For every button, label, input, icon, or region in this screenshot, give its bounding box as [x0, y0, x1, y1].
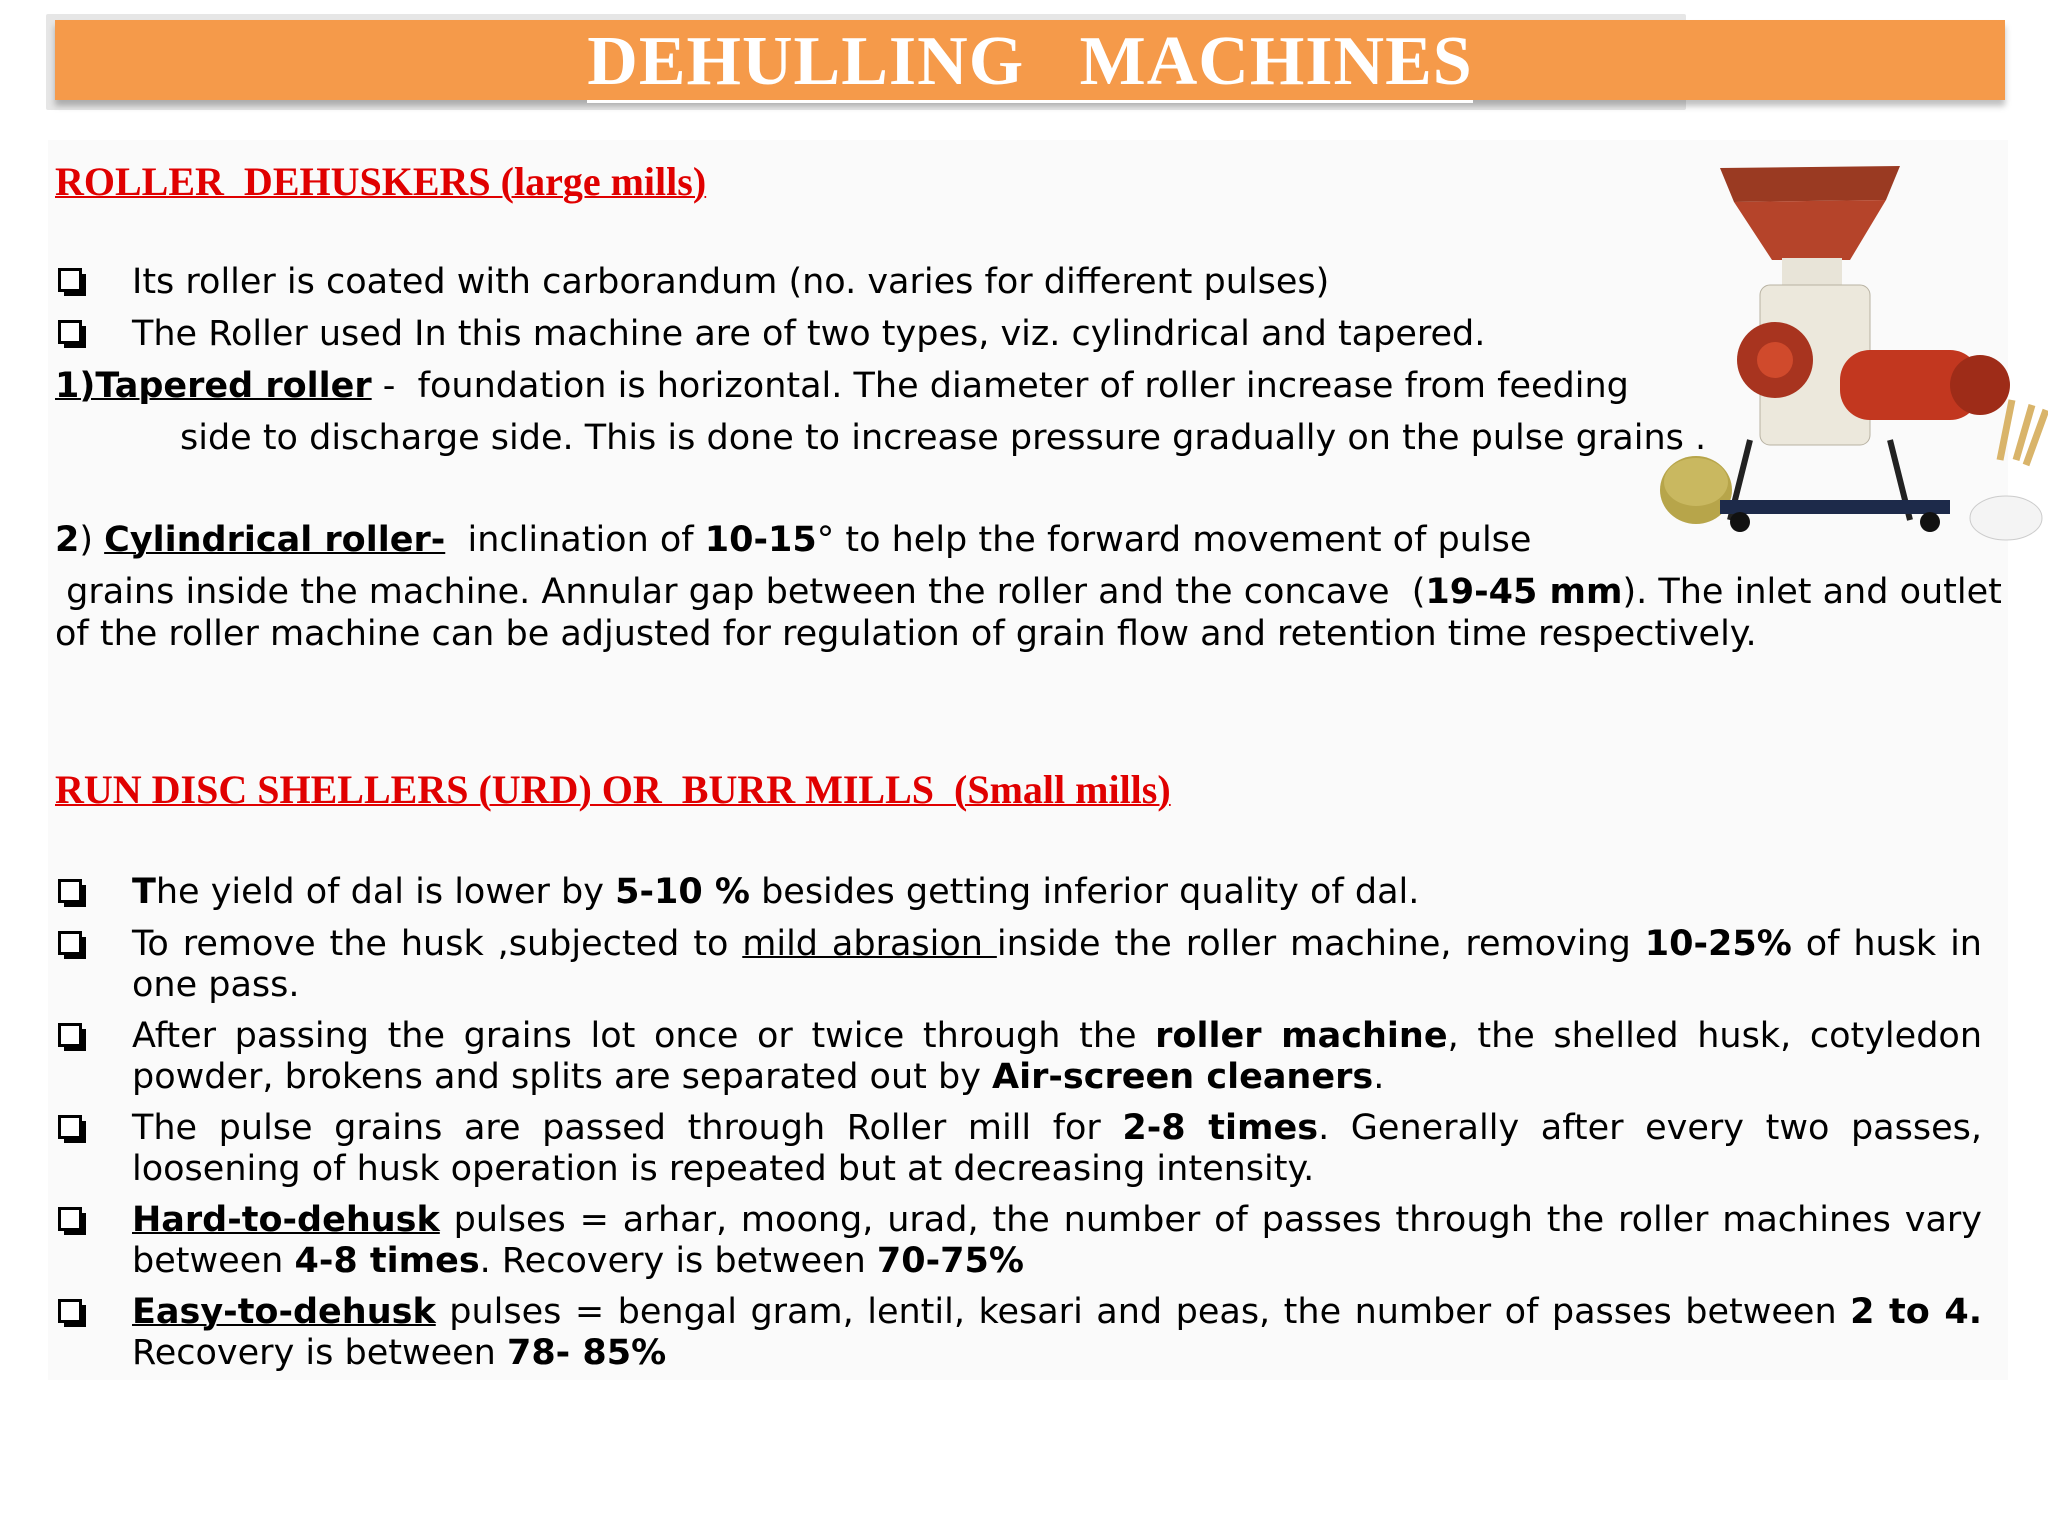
s2b4-c: . Generally after every two passes, loosening of husk operation is repeated but at decreasing intensity. — [132, 1108, 1982, 1189]
s2b1-a: T — [132, 872, 156, 912]
s2b3-b: roller machine — [1155, 1016, 1448, 1056]
section1-bullet-1: Its roller is coated with carborandum (no. varies for different pulses) — [132, 262, 1330, 302]
s2b5-a: Hard-to-dehusk — [132, 1200, 440, 1240]
s2b2-b: mild abrasion — [742, 924, 997, 964]
tapered-roller-line2: side to discharge side. This is done to increase pressure gradually on the pulse grains . — [180, 418, 1707, 458]
machine-base — [1720, 500, 1950, 514]
section2-bullet-4 — [132, 1108, 1982, 1190]
s2b3-c: , the shelled husk, cotyledon powder, brokens and splits are separated out by — [132, 1016, 1983, 1097]
s2b3-e: . — [1373, 1057, 1385, 1097]
s2b5-c: 4-8 times — [294, 1241, 480, 1281]
hopper-funnel — [1734, 200, 1886, 260]
s2b4-b: 2-8 times — [1122, 1108, 1319, 1148]
section1-heading: ROLLER DEHUSKERS (large mills) — [55, 159, 707, 204]
cylindrical-line2b: ). The inlet and outlet — [1622, 572, 2002, 612]
s2b6-e: 78- 85% — [506, 1333, 667, 1373]
cylindrical-roller-line1 — [55, 520, 1531, 560]
page-title-text: DEHULLING MACHINES — [587, 23, 1472, 103]
s2b2-d: 10-25% — [1644, 924, 1792, 964]
checkbox-bullet-icon — [58, 879, 86, 907]
hopper-neck — [1782, 258, 1842, 286]
s2b6-a: Easy-to-dehusk — [132, 1292, 436, 1332]
cylindrical-roller-label: Cylindrical roller- — [104, 520, 446, 560]
checkbox-bullet-icon — [58, 931, 86, 959]
s2b2-a: To remove the husk ,subjected to — [132, 924, 743, 964]
hopper-top — [1720, 166, 1900, 202]
section1-bullet-2: The Roller used In this machine are of two types, viz. cylindrical and tapered. — [132, 314, 1486, 354]
checkbox-bullet-icon — [58, 1207, 86, 1235]
s2b2-e: of husk in one pass. — [132, 924, 1982, 1005]
cylindrical-num: 2 — [55, 520, 80, 560]
tapered-roller-line1 — [55, 366, 1629, 406]
section2-bullet-1 — [132, 872, 1982, 913]
s2b1-b: he yield of dal is lower by — [155, 872, 616, 912]
s2b2-c: inside the roller machine, removing — [996, 924, 1645, 964]
flour-bowl-image — [1970, 496, 2042, 540]
s2b4-a: The pulse grains are passed through Roller mill for — [132, 1108, 1123, 1148]
cylindrical-text-1: inclination of — [445, 520, 705, 560]
cylindrical-text-2: ° to help the forward movement of pulse — [816, 520, 1532, 560]
s2b5-e: 70-75% — [876, 1241, 1024, 1281]
cylindrical-bold-1: 10-15 — [704, 520, 817, 560]
s2b3-d: Air-screen cleaners — [992, 1057, 1374, 1097]
s2b1-d: besides getting inferior quality of dal. — [749, 872, 1420, 912]
s2b6-b: pulses = bengal gram, lentil, kesari and peas, the number of passes between — [435, 1292, 1851, 1332]
section2-bullet-2 — [132, 924, 1982, 1006]
cylindrical-roller-line2 — [55, 572, 2002, 612]
checkbox-bullet-icon — [58, 1115, 86, 1143]
s2b3-a: After passing the grains lot once or twice through the — [132, 1016, 1156, 1056]
tapered-roller-label: 1)Tapered roller — [55, 366, 372, 406]
section2-bullet-6 — [132, 1292, 1982, 1374]
wheat-ears-image — [2000, 400, 2046, 465]
grain-bowl-top — [1664, 458, 1728, 506]
cylindrical-paren: ) — [79, 520, 105, 560]
page-title — [55, 24, 2005, 100]
cylindrical-bold-2: 19-45 mm — [1425, 572, 1623, 612]
section2-heading: RUN DISC SHELLERS (URD) OR BURR MILLS (Small mills) — [55, 767, 1171, 812]
wheel-2 — [1920, 512, 1940, 532]
cylindrical-line2a: grains inside the machine. Annular gap between the roller and the concave ( — [55, 572, 1426, 612]
grinding-disc-center — [1757, 342, 1793, 378]
section2-bullet-5 — [132, 1200, 1982, 1282]
cylindrical-roller-line3: of the roller machine can be adjusted for regulation of grain flow and retention time respectively. — [55, 614, 1757, 654]
checkbox-bullet-icon — [58, 1023, 86, 1051]
motor-end — [1950, 355, 2010, 415]
s2b5-d: . Recovery is between — [479, 1241, 877, 1281]
section2-bullet-3 — [132, 1016, 1982, 1098]
s2b6-c: 2 to 4. — [1850, 1292, 1982, 1332]
wheel-1 — [1730, 512, 1750, 532]
s2b1-c: 5-10 % — [615, 872, 750, 912]
dehulling-machine-image — [1660, 160, 2048, 550]
s2b5-b: pulses = arhar, moong, urad, the number of passes through the roller machines vary between — [132, 1200, 1982, 1281]
checkbox-bullet-icon — [58, 268, 86, 296]
s2b6-d: Recovery is between — [132, 1333, 507, 1373]
tapered-roller-text: - foundation is horizontal. The diameter of roller increase from feeding — [371, 366, 1629, 406]
title-banner — [55, 20, 2005, 100]
checkbox-bullet-icon — [58, 1299, 86, 1327]
checkbox-bullet-icon — [58, 320, 86, 348]
